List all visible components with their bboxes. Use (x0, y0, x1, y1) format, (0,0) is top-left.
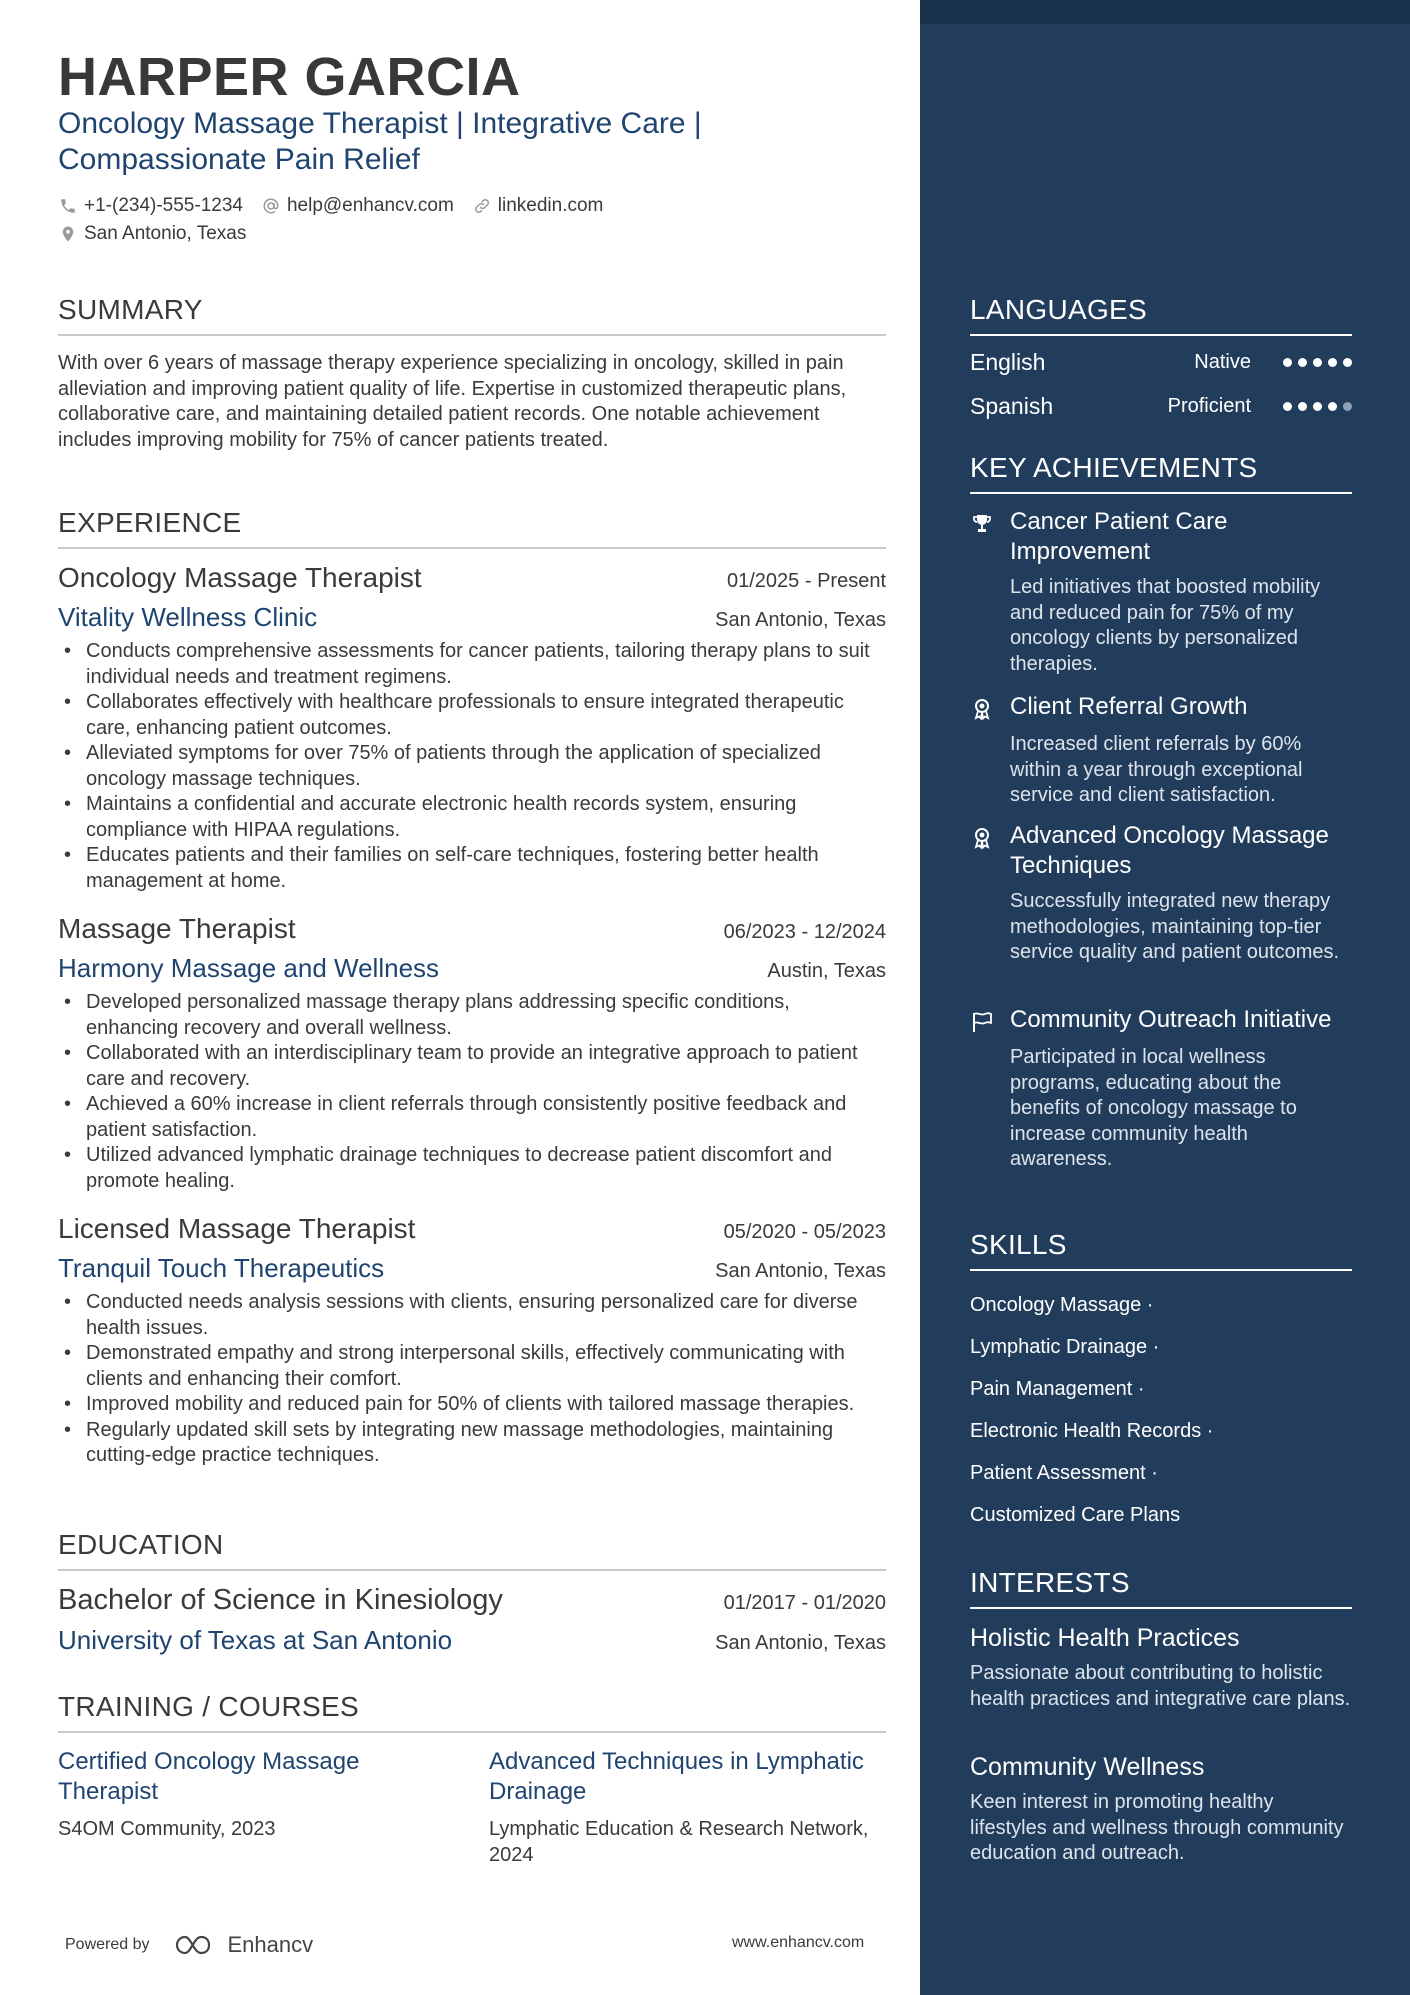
experience-section-title: EXPERIENCE (58, 507, 886, 549)
rating-dot-empty (1343, 402, 1352, 411)
achievement-title: Cancer Patient Care Improvement (1010, 508, 1228, 565)
enhancv-logo-icon (174, 1933, 220, 1957)
skill-item: Customized Care Plans (970, 1504, 1181, 1526)
phone-contact[interactable] (58, 195, 243, 217)
rating-dot-filled (1328, 402, 1337, 411)
summary-text: With over 6 years of massage therapy experience specializing in oncology, skilled in pain alleviation and improving patient quality of life. Expertise in customized therapeutic plans, collaborative care, and maintaining detailed patient records. One notable achievement includes improving mobility for 75% of cancer patients treated. (58, 352, 847, 451)
achievement-title: Community Outreach Initiative (1010, 1006, 1332, 1033)
enhancv-logo[interactable] (174, 1932, 314, 1958)
phone-icon (58, 196, 78, 216)
interest-item (970, 1752, 1352, 1867)
education-date: 01/2017 - 01/2020 (723, 1592, 886, 1614)
interest-item (970, 1623, 1352, 1712)
skill-item: Oncology Massage · (970, 1294, 1154, 1316)
achievement-item (970, 507, 1352, 677)
rating-dot-filled (1328, 358, 1337, 367)
job-company: Harmony Massage and Wellness (58, 953, 440, 983)
education-entry (58, 1584, 886, 1656)
job-location: San Antonio, Texas (715, 1260, 886, 1282)
training-provider: S4OM Community, 2023 (58, 1818, 276, 1840)
email-address: help@enhancv.com (286, 195, 454, 216)
skill-item: Lymphatic Drainage · (970, 1336, 1160, 1358)
skills-section-title: SKILLS (970, 1229, 1352, 1271)
job-bullets (58, 990, 886, 1194)
languages-section-title: LANGUAGES (970, 294, 1352, 336)
skills-list (970, 1284, 1352, 1536)
job-date: 01/2025 - Present (727, 570, 886, 592)
achievement-item (970, 821, 1352, 966)
training-title: Advanced Techniques in Lymphatic Drainage (489, 1748, 864, 1805)
job-bullet: • Alleviated symptoms for over 75% of patients through the application of specialized oncology massage techniques. (58, 741, 886, 792)
job-date: 05/2020 - 05/2023 (723, 1221, 886, 1243)
linkedin-url: linkedin.com (497, 195, 604, 216)
degree-title: Bachelor of Science in Kinesiology (58, 1584, 503, 1616)
footer-url[interactable]: www.enhancv.com (732, 1934, 865, 1951)
link-icon (472, 196, 492, 216)
job-bullet: • Utilized advanced lymphatic drainage techniques to decrease patient discomfort and promote healing. (58, 1143, 886, 1194)
language-level: Proficient (1167, 395, 1251, 417)
contact-row-1 (58, 192, 878, 220)
job-title: Massage Therapist (58, 913, 296, 944)
language-item (970, 349, 1352, 376)
location-text: San Antonio, Texas (84, 223, 247, 244)
job-bullet: • Improved mobility and reduced pain for 50% of clients with tailored massage therapies. (58, 1392, 886, 1418)
contact-row-2 (58, 220, 878, 248)
achievement-item (970, 692, 1352, 809)
headline-line-1: Oncology Massage Therapist | Integrative Care | (58, 107, 702, 140)
interest-description: Keen interest in promoting healthy lifestyles and wellness through community education and outreach. (970, 1791, 1344, 1864)
award-ribbon-icon (970, 823, 1000, 853)
headline-line-2: Compassionate Pain Relief (58, 143, 420, 176)
experience-entry (58, 1213, 886, 1469)
job-bullet: • Achieved a 60% increase in client referrals through consistently positive feedback and patient satisfaction. (58, 1092, 886, 1143)
achievement-title: Advanced Oncology Massage Techniques (1010, 822, 1329, 879)
achievement-item (970, 1005, 1352, 1173)
job-company: Vitality Wellness Clinic (58, 602, 318, 632)
achievement-description: Led initiatives that boosted mobility and reduced pain for 75% of my oncology clients by personalized therapies. (1010, 576, 1321, 675)
job-bullet: • Collaborated with an interdisciplinary team to provide an integrative approach to patient care and recovery. (58, 1041, 886, 1092)
job-company: Tranquil Touch Therapeutics (58, 1253, 385, 1283)
summary-section-title: SUMMARY (58, 294, 886, 336)
brand-name: Enhancv (227, 1932, 314, 1957)
education-section-title: EDUCATION (58, 1529, 886, 1571)
language-rating (1283, 402, 1352, 411)
job-bullet: • Collaborates effectively with healthcare professionals to ensure integrated therapeutic care, enhancing patient outcomes. (58, 690, 886, 741)
interests-section-title: INTERESTS (970, 1567, 1352, 1609)
job-bullets (58, 1290, 886, 1469)
skill-item: Patient Assessment · (970, 1462, 1158, 1484)
job-title: Licensed Massage Therapist (58, 1213, 416, 1244)
job-bullets (58, 639, 886, 894)
school-name: University of Texas at San Antonio (58, 1625, 453, 1655)
phone-number: +1-(234)-555-1234 (84, 195, 243, 216)
training-section-title: TRAINING / COURSES (58, 1691, 886, 1733)
rating-dot-filled (1313, 402, 1322, 411)
rating-dot-filled (1343, 358, 1352, 367)
job-bullet: • Conducted needs analysis sessions with clients, ensuring personalized care for diverse health issues. (58, 1290, 886, 1341)
interest-title: Community Wellness (970, 1753, 1205, 1781)
location-pin-icon (58, 224, 78, 244)
job-bullet: • Maintains a confidential and accurate electronic health records system, ensuring compliance with HIPAA regulations. (58, 792, 886, 843)
sidebar-top-band (920, 0, 1410, 24)
sidebar (920, 0, 1410, 1995)
rating-dot-filled (1298, 402, 1307, 411)
interest-title: Holistic Health Practices (970, 1624, 1240, 1652)
experience-entry (58, 913, 886, 1194)
achievement-description: Successfully integrated new therapy methodologies, maintaining top-tier service quality and patient outcomes. (1010, 890, 1340, 963)
powered-by-label: Powered by (65, 1936, 150, 1953)
job-bullet: • Regularly updated skill sets by integrating new massage methodologies, maintaining cutting-edge practice techniques. (58, 1418, 886, 1469)
training-item (489, 1747, 889, 1868)
candidate-name: HARPER GARCIA (58, 47, 521, 107)
rating-dot-filled (1283, 358, 1292, 367)
school-location: San Antonio, Texas (715, 1632, 886, 1654)
achievements-section-title: KEY ACHIEVEMENTS (970, 452, 1352, 494)
footer-powered-by (65, 1932, 313, 1958)
training-item (58, 1747, 458, 1843)
linkedin-contact[interactable] (472, 195, 604, 217)
language-name: Spanish (970, 393, 1054, 419)
interest-description: Passionate about contributing to holistic health practices and integrative care plans. (970, 1662, 1351, 1710)
job-location: San Antonio, Texas (715, 609, 886, 631)
skill-item: Electronic Health Records · (970, 1420, 1214, 1442)
headline (58, 106, 858, 178)
job-bullet: • Demonstrated empathy and strong interpersonal skills, effectively communicating with clients and enhancing their comfort. (58, 1341, 886, 1392)
achievement-description: Participated in local wellness programs, educating about the benefits of oncology massage to increase community health awareness. (1010, 1046, 1297, 1170)
language-item (970, 393, 1352, 420)
job-bullet: • Educates patients and their families on self-care techniques, fostering better health management at home. (58, 843, 886, 894)
training-provider: Lymphatic Education & Research Network, 2024 (489, 1818, 869, 1866)
job-bullet: • Conducts comprehensive assessments for cancer patients, tailoring therapy plans to suit individual needs and treatment regimens. (58, 639, 886, 690)
achievement-description: Increased client referrals by 60% within a year through exceptional service and client satisfaction. (1010, 733, 1303, 806)
language-name: English (970, 349, 1046, 375)
training-title: Certified Oncology Massage Therapist (58, 1748, 360, 1805)
at-icon (261, 196, 281, 216)
job-bullet: • Developed personalized massage therapy plans addressing specific conditions, enhancing recovery and overall wellness. (58, 990, 886, 1041)
skill-item: Pain Management · (970, 1378, 1145, 1400)
flag-icon (970, 1007, 1000, 1037)
job-title: Oncology Massage Therapist (58, 562, 422, 593)
email-contact[interactable] (261, 195, 454, 217)
language-rating (1283, 358, 1352, 367)
trophy-icon (970, 509, 1000, 539)
rating-dot-filled (1283, 402, 1292, 411)
location-contact (58, 223, 246, 245)
award-ribbon-icon (970, 694, 1000, 724)
rating-dot-filled (1313, 358, 1322, 367)
rating-dot-filled (1298, 358, 1307, 367)
job-location: Austin, Texas (767, 960, 886, 982)
contact-info (58, 192, 878, 248)
job-date: 06/2023 - 12/2024 (723, 921, 886, 943)
language-level: Native (1194, 351, 1251, 373)
experience-entry (58, 562, 886, 894)
achievement-title: Client Referral Growth (1010, 693, 1248, 720)
